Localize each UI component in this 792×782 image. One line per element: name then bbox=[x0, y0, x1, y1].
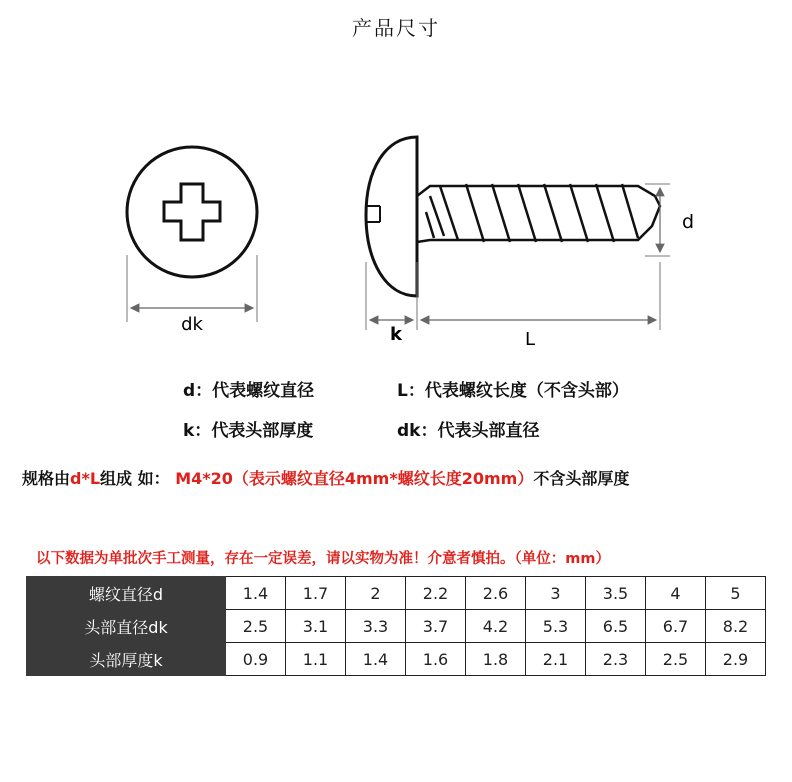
table-row bbox=[27, 610, 766, 643]
legend-d-text: 代表螺纹直径 bbox=[212, 381, 315, 401]
row-header: 头部厚度k bbox=[27, 643, 226, 676]
legend-k-text: 代表头部厚度 bbox=[211, 421, 314, 441]
table-cell: 1.7 bbox=[286, 577, 346, 610]
legend-d bbox=[183, 376, 314, 401]
screw-dimension-diagram bbox=[0, 0, 792, 360]
legend-dk bbox=[397, 416, 539, 441]
row-header: 头部直径dk bbox=[27, 610, 226, 643]
table-cell: 1.6 bbox=[406, 643, 466, 676]
dk-dimension-line bbox=[127, 255, 257, 322]
legend-dk-key: dk： bbox=[397, 421, 438, 441]
table-cell: 1.1 bbox=[286, 643, 346, 676]
spec-formula: d*L bbox=[70, 469, 101, 488]
k-label: k bbox=[390, 324, 402, 345]
table-cell: 4 bbox=[646, 577, 706, 610]
legend-k-key: k： bbox=[183, 421, 212, 441]
table-cell: 1.8 bbox=[466, 643, 526, 676]
d-label: d bbox=[681, 211, 695, 233]
table-cell: 2.5 bbox=[226, 610, 286, 643]
table-cell: 2.2 bbox=[406, 577, 466, 610]
spec-suffix: 不含头部厚度 bbox=[533, 469, 630, 488]
legend-k bbox=[183, 416, 313, 441]
table-cell: 2.5 bbox=[646, 643, 706, 676]
page-title: 产品尺寸 bbox=[352, 16, 440, 40]
table-cell: 3.5 bbox=[586, 577, 646, 610]
dk-label: dk bbox=[181, 314, 203, 335]
spec-description bbox=[22, 466, 782, 489]
legend-L-text: 代表螺纹长度（不含头部） bbox=[424, 381, 629, 401]
L-label: L bbox=[524, 329, 536, 350]
measurement-note: 以下数据为单批次手工测量，存在一定误差，请以实物为准！介意者慎拍。（单位：mm） bbox=[36, 551, 610, 567]
legend-L-key: L： bbox=[397, 381, 425, 401]
table-cell: 1.4 bbox=[226, 577, 286, 610]
table-cell: 2.1 bbox=[526, 643, 586, 676]
table-row bbox=[27, 643, 766, 676]
table-cell: 3.7 bbox=[406, 610, 466, 643]
table-cell: 2 bbox=[346, 577, 406, 610]
spec-example: M4*20（表示螺纹直径4mm*螺纹长度20mm） bbox=[175, 469, 534, 488]
table-cell: 2.6 bbox=[466, 577, 526, 610]
legend-dk-text: 代表头部直径 bbox=[437, 421, 540, 441]
table-cell: 5.3 bbox=[526, 610, 586, 643]
table-cell: 3 bbox=[526, 577, 586, 610]
table-cell: 3.1 bbox=[286, 610, 346, 643]
table-cell: 6.7 bbox=[646, 610, 706, 643]
row-header: 螺纹直径d bbox=[27, 577, 226, 610]
table-cell: 5 bbox=[706, 577, 766, 610]
table-cell: 2.9 bbox=[706, 643, 766, 676]
table-cell: 8.2 bbox=[706, 610, 766, 643]
screw-side-view bbox=[366, 137, 660, 296]
table-cell: 1.4 bbox=[346, 643, 406, 676]
table-cell: 2.3 bbox=[586, 643, 646, 676]
d-dimension-line bbox=[645, 184, 670, 256]
table-cell: 6.5 bbox=[586, 610, 646, 643]
table-cell: 4.2 bbox=[466, 610, 526, 643]
legend-d-key: d： bbox=[183, 381, 213, 401]
legend-L bbox=[397, 376, 629, 401]
spec-prefix: 规格由 bbox=[22, 469, 71, 488]
table-row bbox=[27, 577, 766, 610]
screw-head-top-view bbox=[127, 147, 257, 277]
table-cell: 0.9 bbox=[226, 643, 286, 676]
dimension-table bbox=[26, 576, 766, 676]
table-cell: 3.3 bbox=[346, 610, 406, 643]
spec-middle: 组成 如： bbox=[100, 469, 170, 488]
